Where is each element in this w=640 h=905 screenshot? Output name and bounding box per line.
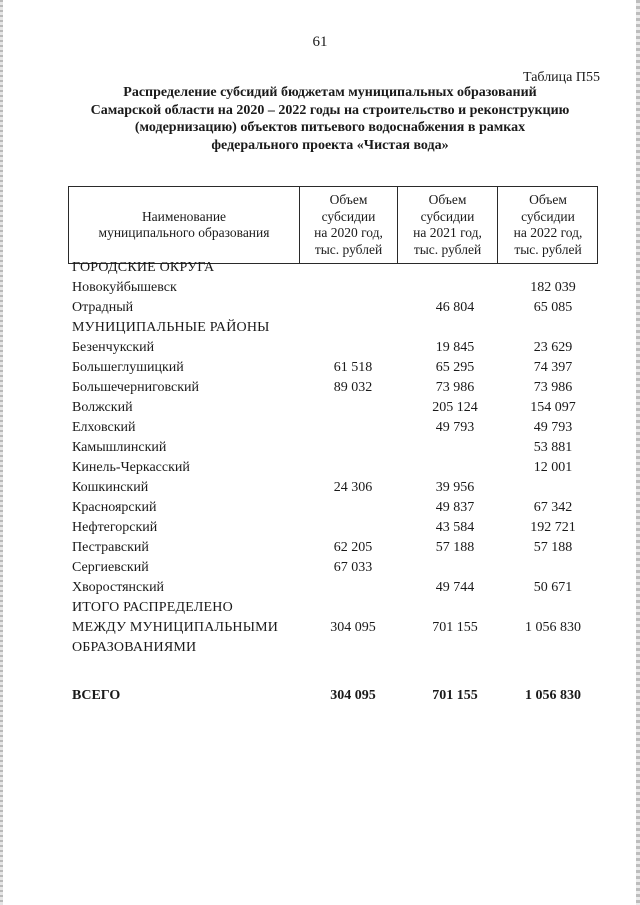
table-row [72, 358, 600, 378]
scan-edge-left [0, 0, 3, 905]
table-row [72, 438, 600, 458]
table-row [72, 338, 600, 358]
header-line: субсидии [521, 208, 575, 224]
municipality-name: Пестравский [72, 540, 149, 555]
value-2022: 1 056 830 [525, 620, 581, 635]
table-row [72, 578, 600, 598]
value-2022: 67 342 [533, 500, 573, 515]
value-2022: 12 001 [533, 460, 573, 475]
table-row [72, 518, 600, 538]
table-body [72, 258, 600, 658]
header-line: на 2022 год, [513, 225, 583, 240]
value-2021: 57 188 [435, 540, 475, 555]
value-2020: 62 205 [333, 540, 373, 555]
value-2021: 46 804 [435, 300, 475, 315]
table-row [72, 458, 600, 478]
value-2020: 24 306 [333, 480, 373, 495]
header-2020 [300, 187, 397, 263]
title-line: Самарской области на 2020 – 2022 годы на строительство и реконструкцию [90, 102, 570, 118]
header-line: Наименование [141, 208, 227, 224]
page-number: 61 [312, 34, 328, 50]
table-row [72, 298, 600, 318]
grand-total-2021: 701 155 [432, 688, 478, 703]
value-2022: 182 039 [530, 280, 576, 295]
value-2022: 73 986 [533, 380, 573, 395]
municipality-name: МЕЖДУ МУНИЦИПАЛЬНЫМИ [72, 620, 279, 635]
title-line: Распределение субсидий бюджетам муниципальных образований [123, 85, 537, 100]
section-row [72, 618, 600, 638]
scan-edge-right [636, 0, 640, 905]
value-2021: 19 845 [435, 340, 475, 355]
header-line: тыс. рублей [413, 241, 482, 257]
value-2022: 192 721 [530, 520, 576, 535]
header-line: субсидии [420, 208, 475, 224]
header-line: Объем [428, 192, 467, 207]
value-2021: 701 155 [432, 620, 478, 635]
municipality-name: Волжский [72, 400, 133, 415]
municipality-name: Камышлинский [72, 440, 167, 455]
header-line: на 2020 год, [314, 225, 383, 240]
table-header [68, 186, 598, 264]
header-line: на 2021 год, [413, 225, 482, 240]
value-2022: 57 188 [533, 540, 573, 555]
municipality-name: Кинель-Черкасский [72, 460, 190, 475]
header-line: Объем [329, 192, 368, 207]
value-2022: 65 085 [533, 300, 573, 315]
table-row [72, 278, 600, 298]
table-row [72, 398, 600, 418]
municipality-name: Отрадный [72, 300, 134, 315]
value-2021: 49 744 [435, 580, 475, 595]
municipality-name: Большеглушицкий [72, 360, 184, 375]
value-2021: 205 124 [432, 400, 478, 415]
header-line: субсидии [321, 208, 376, 224]
value-2022: 50 671 [533, 580, 573, 595]
municipality-name: Большечерниговский [72, 380, 200, 395]
value-2020: 67 033 [333, 560, 373, 575]
municipality-name: Хворостянский [72, 580, 165, 595]
municipality-name: ОБРАЗОВАНИЯМИ [72, 640, 197, 655]
title-line: федерального проекта «Чистая вода» [211, 137, 449, 153]
value-2021: 73 986 [435, 380, 475, 395]
document-title [60, 84, 600, 154]
municipality-name: Нефтегорский [72, 520, 158, 535]
value-2021: 39 956 [435, 480, 475, 495]
municipality-name: ГОРОДСКИЕ ОКРУГА [72, 260, 215, 275]
table-row [72, 498, 600, 518]
municipality-name: ИТОГО РАСПРЕДЕЛЕНО [72, 600, 233, 615]
grand-total-2020: 304 095 [330, 688, 376, 703]
section-row [72, 638, 600, 658]
value-2020: 61 518 [333, 360, 373, 375]
value-2022: 74 397 [533, 360, 573, 375]
header-line: тыс. рублей [314, 241, 383, 257]
value-2020: 89 032 [333, 380, 373, 395]
header-municipality [69, 187, 299, 263]
value-2022: 154 097 [530, 400, 576, 415]
header-2022 [498, 187, 598, 263]
value-2022: 53 881 [533, 440, 573, 455]
municipality-name: МУНИЦИПАЛЬНЫЕ РАЙОНЫ [72, 320, 270, 335]
value-2021: 43 584 [435, 520, 475, 535]
table-row [72, 558, 600, 578]
table-row [72, 418, 600, 438]
municipality-name: Елховский [72, 420, 136, 435]
header-line: Объем [529, 192, 567, 207]
grand-total-2022: 1 056 830 [525, 688, 581, 703]
value-2021: 49 837 [435, 500, 475, 515]
value-2021: 65 295 [435, 360, 475, 375]
value-2021: 49 793 [435, 420, 475, 435]
value-2022: 49 793 [533, 420, 573, 435]
grand-total-label: ВСЕГО [72, 688, 121, 703]
municipality-name: Красноярский [72, 500, 157, 515]
grand-total-row [72, 686, 600, 706]
section-row [72, 258, 600, 278]
title-line: (модернизацию) объектов питьевого водоснабжения в рамках [134, 120, 526, 135]
municipality-name: Безенчукский [72, 340, 155, 355]
municipality-name: Новокуйбышевск [72, 280, 177, 295]
section-row [72, 598, 600, 618]
municipality-name: Сергиевский [72, 560, 149, 575]
header-2021 [398, 187, 497, 263]
table-row [72, 538, 600, 558]
header-line: муниципального образования [98, 225, 270, 240]
table-row [72, 378, 600, 398]
municipality-name: Кошкинский [72, 480, 149, 495]
value-2022: 23 629 [533, 340, 573, 355]
section-row [72, 318, 600, 338]
table-row [72, 478, 600, 498]
table-reference: Таблица П55 [523, 70, 600, 85]
header-line: тыс. рублей [514, 241, 582, 257]
value-2020: 304 095 [330, 620, 376, 635]
